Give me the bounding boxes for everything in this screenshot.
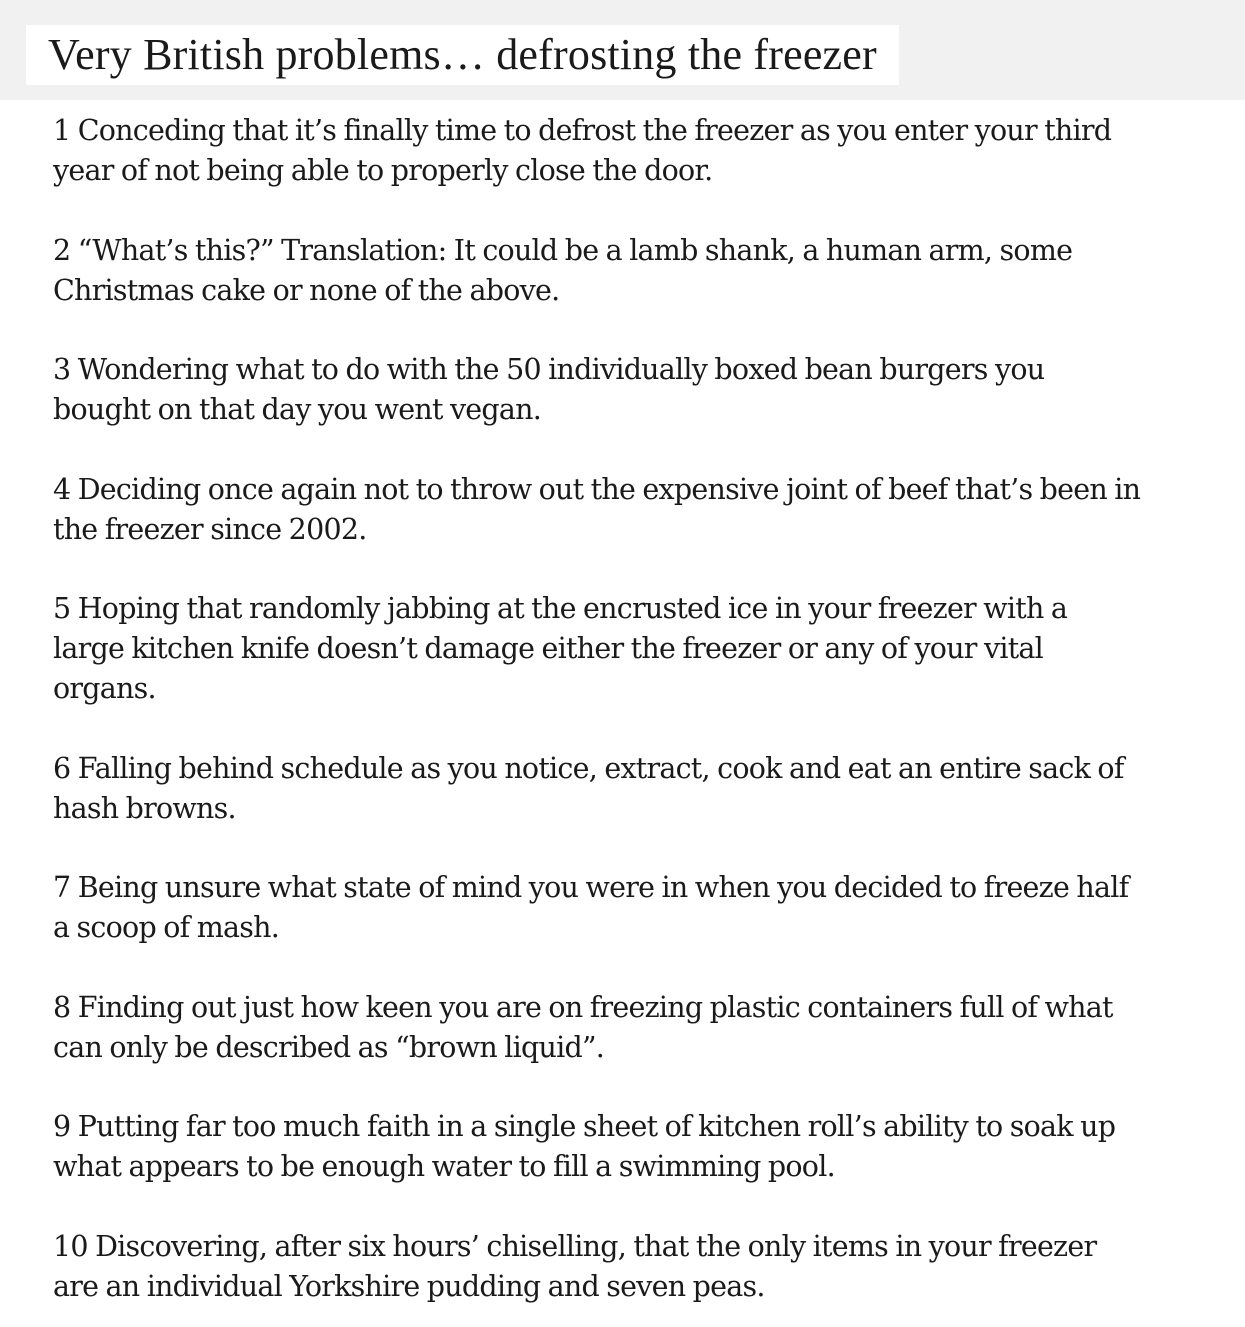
list-item: 8 Finding out just how keen you are on freezing plastic containers full of what can only be described as “brown liquid”.	[53, 990, 1113, 1064]
list-item: 2 “What’s this?” Translation: It could be a lamb shank, a human arm, some Christmas cake or none of the above.	[53, 233, 1073, 307]
problems-list	[53, 111, 1143, 1307]
title-box	[26, 25, 899, 85]
list-item: 7 Being unsure what state of mind you were in when you decided to freeze half a scoop of mash.	[53, 871, 1129, 944]
list-item: 9 Putting far too much faith in a single sheet of kitchen roll’s ability to soak up what appears to be enough water to fill a swimming pool.	[53, 1110, 1116, 1183]
list-item: 6 Falling behind schedule as you notice, extract, cook and eat an entire sack of hash browns.	[53, 751, 1124, 825]
list-item: 3 Wondering what to do with the 50 individually boxed bean burgers you bought on that day you went vegan.	[53, 353, 1045, 426]
list-item: 5 Hoping that randomly jabbing at the encrusted ice in your freezer with a large kitchen knife doesn’t damage either the freezer or any of your vital organs.	[53, 592, 1068, 705]
page-title: Very British problems… defrosting the freezer	[48, 30, 877, 79]
list-item: 10 Discovering, after six hours’ chiselling, that the only items in your freezer are an individual Yorkshire pudding and seven peas.	[53, 1229, 1097, 1303]
list-item: 4 Deciding once again not to throw out the expensive joint of beef that’s been in the freezer since 2002.	[53, 472, 1141, 546]
list-item: 1 Conceding that it’s finally time to defrost the freezer as you enter your third year of not being able to properly close the door.	[53, 114, 1112, 187]
